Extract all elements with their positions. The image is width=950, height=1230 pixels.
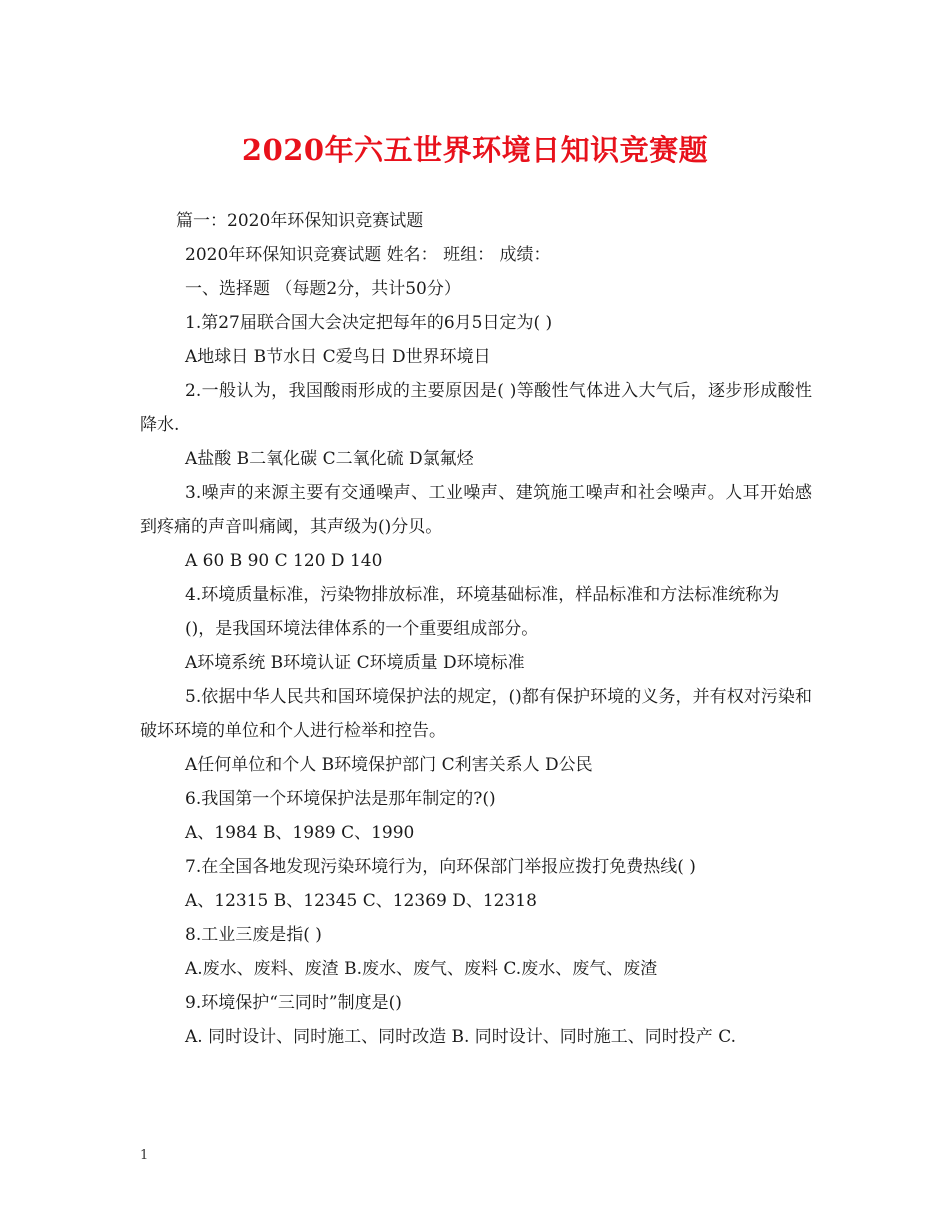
question-8: 8.工业三废是指( ) [185, 925, 322, 945]
answer-options-6: A、1984 B、1989 C、1990 [185, 823, 415, 843]
question-5: 5.依据中华人民共和国环境保护法的规定，()都有保护环境的义务，并有权对污染和破坏环境的单位和个人进行检举和控告。 [140, 687, 812, 741]
answer-options-8: A.废水、废料、废渣 B.废水、废气、废料 C.废水、废气、废渣 [185, 959, 658, 979]
question-4-continued: ()，是我国环境法律体系的一个重要组成部分。 [185, 619, 539, 639]
answer-options-7: A、12315 B、12345 C、12369 D、12318 [185, 891, 537, 911]
answer-options-1: A地球日 B节水日 C爱鸟日 D世界环境日 [185, 347, 491, 367]
exam-header-line: 2020年环保知识竞赛试题 姓名： 班组： 成绩： [185, 245, 551, 265]
question-9: 9.环境保护“三同时”制度是() [185, 993, 402, 1013]
answer-options-2: A盐酸 B二氧化碳 C二氧化硫 D氯氟烃 [185, 449, 474, 469]
question-6: 6.我国第一个环境保护法是那年制定的?() [185, 789, 496, 809]
question-7: 7.在全国各地发现污染环境行为，向环保部门举报应拨打免费热线( ) [185, 857, 696, 877]
answer-options-4: A环境系统 B环境认证 C环境质量 D环境标准 [185, 653, 525, 673]
section-heading: 篇一：2020年环保知识竞赛试题 [176, 211, 424, 231]
question-3: 3.噪声的来源主要有交通噪声、工业噪声、建筑施工噪声和社会噪声。人耳开始感到疼痛的声音叫痛阈，其声级为()分贝。 [140, 483, 812, 537]
question-2: 2.一般认为，我国酸雨形成的主要原因是( )等酸性气体进入大气后，逐步形成酸性降水. [140, 381, 812, 435]
document-title: 2020年六五世界环境日知识竞赛题 [241, 133, 709, 167]
page-number: 1 [140, 1148, 149, 1163]
answer-options-5: A任何单位和个人 B环境保护部门 C利害关系人 D公民 [185, 755, 593, 775]
question-1: 1.第27届联合国大会决定把每年的6月5日定为( ) [185, 313, 553, 333]
part-heading: 一、选择题 （每题2分，共计50分） [185, 279, 461, 299]
answer-options-9: A. 同时设计、同时施工、同时改造 B. 同时设计、同时施工、同时投产 C. [185, 1027, 736, 1047]
answer-options-3: A 60 B 90 C 120 D 140 [185, 551, 383, 571]
document-body [140, 204, 812, 1054]
question-4: 4.环境质量标准，污染物排放标准，环境基础标准，样品标准和方法标准统称为 [185, 585, 780, 605]
